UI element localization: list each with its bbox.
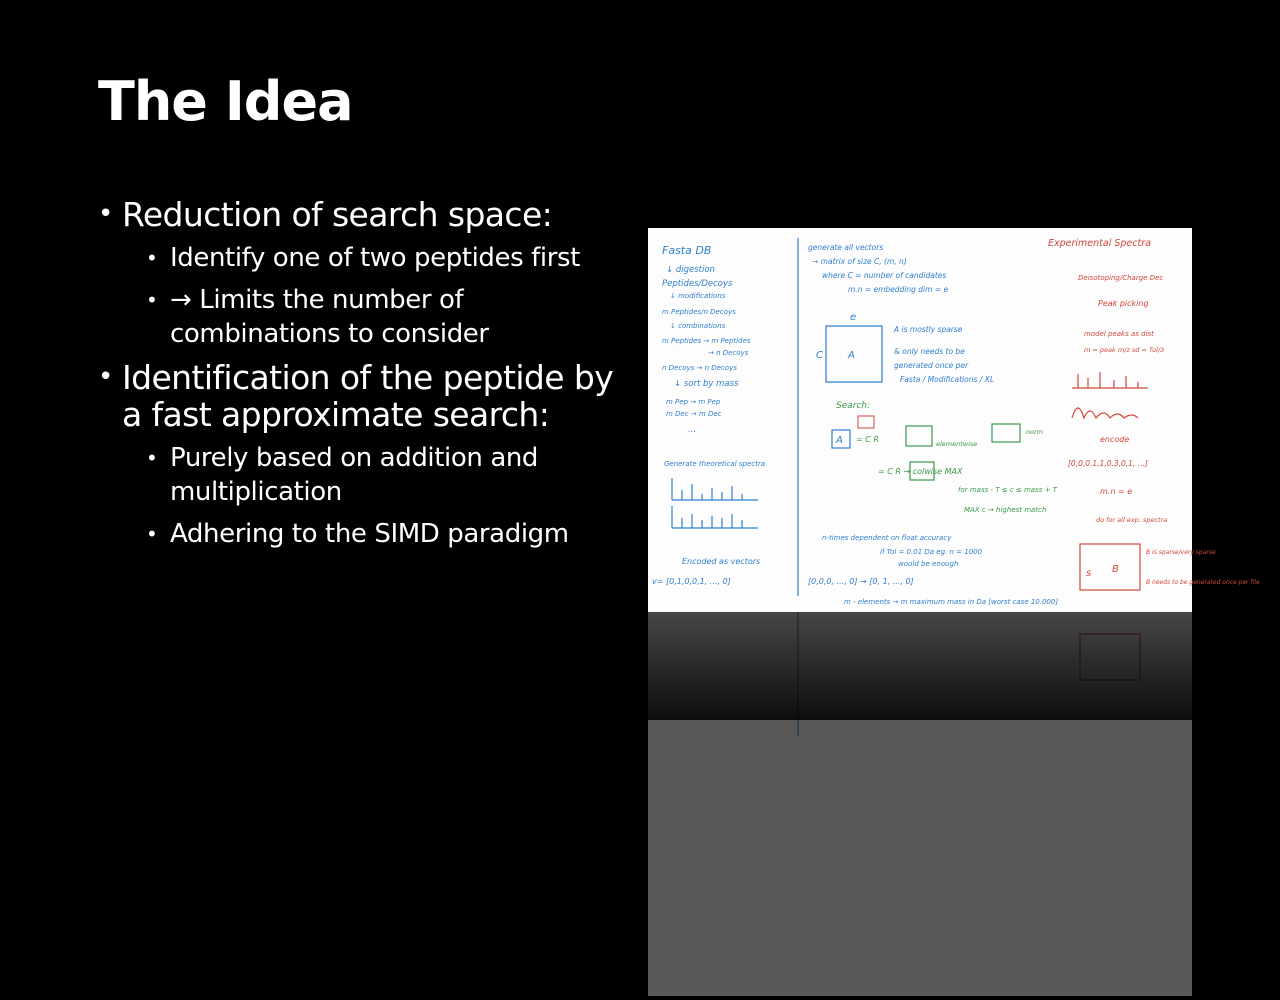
sub-bullet-text: Adhering to the SIMD paradigm xyxy=(170,519,569,549)
bullet-item xyxy=(98,359,638,433)
wb-text: = C R → colwise MAX xyxy=(878,467,963,476)
wb-text: would be enough xyxy=(898,560,959,568)
wb-text: n Decoys → n Decoys xyxy=(662,364,737,372)
wb-text: ↓ digestion xyxy=(666,265,715,275)
wb-text: Fasta / Modifications / XL xyxy=(900,375,995,384)
wb-text: ... xyxy=(688,425,697,435)
bullet-dot-icon: • xyxy=(98,362,113,392)
wb-text: B needs to be generated once per file xyxy=(1146,579,1260,586)
wb-text: model peaks as dist xyxy=(1084,330,1154,338)
wb-text: where C = number of candidates xyxy=(822,271,947,280)
bullet-group-2 xyxy=(98,359,638,551)
wb-text: v= [0,1,0,0,1, ..., 0] xyxy=(652,577,731,586)
wb-text: m.n = embedding dim = e xyxy=(848,285,949,294)
sub-bullet-dot-icon: • xyxy=(146,522,158,546)
sub-bullet-text: → Limits the number of combinations to consider xyxy=(170,285,489,349)
wb-text: Peak picking xyxy=(1098,299,1149,308)
sub-bullet-item xyxy=(146,241,638,275)
wb-text: m - elements → m maximum mass in Da [worst case 10.000] xyxy=(844,598,1059,606)
sub-bullet-dot-icon: • xyxy=(146,288,158,312)
wb-text: [0,0,0, ..., 0] → [0, 1, ..., 0] xyxy=(808,577,914,586)
wb-text: ↓ sort by mass xyxy=(674,379,739,389)
wb-text: Generate theoretical spectra xyxy=(664,460,766,468)
bullet-text: Identification of the peptide by a fast approximate search: xyxy=(122,358,614,434)
wb-text: Peptides/Decoys xyxy=(662,279,733,289)
wb-text: → n Decoys xyxy=(708,349,749,357)
sub-bullet-item xyxy=(146,441,638,509)
wb-matrix-a-label: A xyxy=(848,350,855,361)
bullet-text: Reduction of search space: xyxy=(122,195,553,234)
sub-bullet-text: Purely based on addition and multiplication xyxy=(170,443,539,507)
sub-bullet-dot-icon: • xyxy=(146,446,158,470)
wb-text: m Dec → m Dec xyxy=(666,410,722,418)
wb-text: for mass - T ≤ c ≤ mass + T xyxy=(958,486,1057,494)
wb-text: ↓ combinations xyxy=(670,322,726,330)
sub-bullet-list xyxy=(98,441,638,551)
wb-text: m Peptides/n Decoys xyxy=(662,308,736,316)
sub-bullet-item xyxy=(146,283,638,351)
wb-text: = C R xyxy=(856,435,879,444)
whiteboard-photo xyxy=(648,228,1260,612)
wb-text: if Tol = 0.01 Da eg. n = 1000 xyxy=(880,548,983,556)
wb-text: elementwise xyxy=(936,440,978,448)
slide-title: The Idea xyxy=(98,70,353,133)
wb-text: [0,0,0.1,1,0.3,0,1, ...] xyxy=(1068,459,1148,468)
wb-matrix-c-label: C xyxy=(816,350,823,361)
wb-text: do for all exp. spectra xyxy=(1096,516,1168,524)
bullet-dot-icon: • xyxy=(98,199,113,229)
wb-text: m = peak m/z sd = Tol/3 xyxy=(1084,346,1165,354)
wb-text: m Peptides → m Peptides xyxy=(662,337,751,345)
wb-text: Experimental Spectra xyxy=(1048,238,1151,249)
wb-matrix-e-label: e xyxy=(850,312,857,323)
sub-bullet-text: Identify one of two peptides first xyxy=(170,243,580,273)
wb-text: ↓ modifications xyxy=(670,292,726,300)
wb-text: A is mostly sparse xyxy=(894,325,963,334)
sub-bullet-list xyxy=(98,241,638,351)
wb-text: encode xyxy=(1100,435,1130,444)
wb-text: MAX c → highest match xyxy=(964,506,1047,514)
bullet-group-1 xyxy=(98,196,638,351)
bullet-list xyxy=(98,196,638,559)
wb-text: m Pep → m Pep xyxy=(666,398,721,406)
wb-text: B is sparse/very sparse xyxy=(1146,549,1216,556)
wb-text: m.n = e xyxy=(1100,487,1133,496)
wb-text: & only needs to be xyxy=(894,347,965,356)
wb-text: Encoded as vectors xyxy=(682,557,761,566)
wb-text: → matrix of size C, (m, n) xyxy=(812,257,907,266)
whiteboard-drawing xyxy=(648,228,1260,612)
wb-matrix-a2-label: A xyxy=(836,435,843,446)
wb-text: generated once per xyxy=(894,361,969,370)
wb-text: generate all vectors xyxy=(808,243,884,252)
reflection-fade xyxy=(648,612,1192,720)
sub-bullet-item xyxy=(146,517,638,551)
sub-bullet-dot-icon: • xyxy=(146,246,158,270)
wb-text: n-times dependent on float accuracy xyxy=(822,534,952,542)
wb-matrix-s-label: s xyxy=(1086,568,1092,579)
wb-text-fasta: Fasta DB xyxy=(662,244,712,257)
wb-text: norm xyxy=(1026,428,1044,436)
whiteboard-reflection xyxy=(648,612,1192,720)
wb-text: Deisotoping/Charge Dec xyxy=(1078,274,1164,282)
bullet-item xyxy=(98,196,638,233)
wb-matrix-b-label: B xyxy=(1112,564,1119,575)
wb-text: Search: xyxy=(836,401,871,411)
